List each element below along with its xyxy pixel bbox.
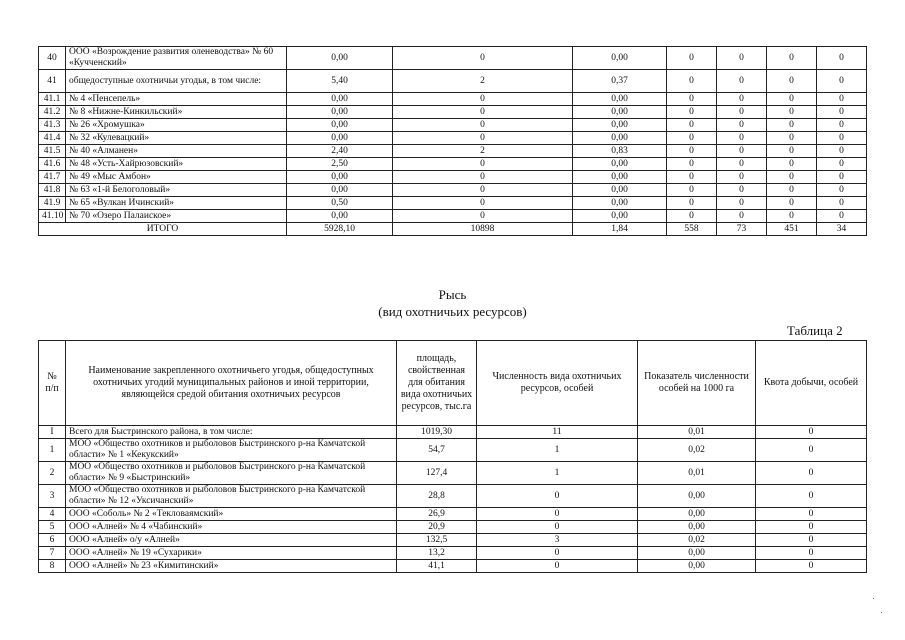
row-col5: 0 bbox=[667, 145, 717, 158]
row-name: ООО «Алней» № 4 «Чабинский» bbox=[66, 521, 397, 534]
row-quota: 0 bbox=[756, 560, 867, 573]
table-row bbox=[39, 560, 867, 573]
table-row bbox=[39, 547, 867, 560]
table-row bbox=[39, 171, 867, 184]
row-area: 54,7 bbox=[397, 439, 477, 462]
row-name: № 70 «Озеро Палаиское» bbox=[66, 210, 287, 223]
row-index: 0,00 bbox=[573, 171, 667, 184]
row-count: 11 bbox=[477, 426, 638, 439]
row-quota: 0 bbox=[756, 439, 867, 462]
row-area: 0,00 bbox=[287, 106, 393, 119]
row-count: 0 bbox=[393, 158, 573, 171]
row-index: 0,02 bbox=[638, 439, 756, 462]
table-row bbox=[39, 47, 867, 70]
row-index: 0,00 bbox=[638, 485, 756, 508]
row-number: 41.8 bbox=[39, 184, 66, 197]
row-col5: 0 bbox=[667, 171, 717, 184]
row-col7: 0 bbox=[767, 119, 817, 132]
row-col7: 0 bbox=[767, 132, 817, 145]
table-row bbox=[39, 158, 867, 171]
row-count: 0 bbox=[477, 560, 638, 573]
row-number: 8 bbox=[39, 560, 66, 573]
row-name: № 26 «Хромушка» bbox=[66, 119, 287, 132]
total-col8: 34 bbox=[817, 223, 867, 236]
row-col7: 0 bbox=[767, 70, 817, 93]
row-index: 0,00 bbox=[573, 184, 667, 197]
row-col8: 0 bbox=[817, 47, 867, 70]
section-subtitle: (вид охотничьих ресурсов) bbox=[378, 304, 527, 319]
row-number: 41.5 bbox=[39, 145, 66, 158]
row-name: № 4 «Пенсепель» bbox=[66, 93, 287, 106]
scan-speck bbox=[881, 612, 882, 613]
table-row bbox=[39, 93, 867, 106]
row-col8: 0 bbox=[817, 119, 867, 132]
row-index: 0,00 bbox=[638, 547, 756, 560]
row-col7: 0 bbox=[767, 93, 817, 106]
row-col6: 0 bbox=[717, 106, 767, 119]
row-col5: 0 bbox=[667, 184, 717, 197]
row-col5: 0 bbox=[667, 47, 717, 70]
row-area: 41,1 bbox=[397, 560, 477, 573]
row-area: 0,00 bbox=[287, 210, 393, 223]
row-index: 0,00 bbox=[573, 210, 667, 223]
row-col6: 0 bbox=[717, 132, 767, 145]
row-number: 3 bbox=[39, 485, 66, 508]
section-title: Рысь bbox=[438, 287, 467, 302]
row-count: 2 bbox=[393, 145, 573, 158]
row-number: 41.1 bbox=[39, 93, 66, 106]
row-quota: 0 bbox=[756, 534, 867, 547]
row-count: 0 bbox=[393, 197, 573, 210]
row-col7: 0 bbox=[767, 145, 817, 158]
row-name: № 65 «Вулкан Ичинский» bbox=[66, 197, 287, 210]
row-count: 0 bbox=[393, 132, 573, 145]
row-col6: 0 bbox=[717, 93, 767, 106]
row-col6: 0 bbox=[717, 145, 767, 158]
row-index: 0,00 bbox=[573, 47, 667, 70]
row-col8: 0 bbox=[817, 210, 867, 223]
row-col8: 0 bbox=[817, 70, 867, 93]
row-name: ООО «Алней» о/у «Алней» bbox=[66, 534, 397, 547]
scan-speck bbox=[873, 598, 874, 599]
row-area: 5,40 bbox=[287, 70, 393, 93]
row-number: 4 bbox=[39, 508, 66, 521]
row-number: 41.7 bbox=[39, 171, 66, 184]
row-count: 0 bbox=[393, 184, 573, 197]
row-count: 0 bbox=[393, 93, 573, 106]
table-row bbox=[39, 145, 867, 158]
row-count: 1 bbox=[477, 462, 638, 485]
row-number: 41.6 bbox=[39, 158, 66, 171]
total-label: ИТОГО bbox=[39, 223, 287, 236]
row-count: 0 bbox=[393, 106, 573, 119]
table-row bbox=[39, 534, 867, 547]
row-number: 41.3 bbox=[39, 119, 66, 132]
row-number: 2 bbox=[39, 462, 66, 485]
row-col6: 0 bbox=[717, 70, 767, 93]
row-name: ООО «Алней» № 19 «Сухарики» bbox=[66, 547, 397, 560]
row-area: 132,5 bbox=[397, 534, 477, 547]
row-col8: 0 bbox=[817, 184, 867, 197]
header-no: № п/п bbox=[39, 341, 66, 426]
header-count: Численность вида охотничьих ресурсов, особей bbox=[477, 341, 638, 426]
header-area: площадь, свойственная для обитания вида охотничьих ресурсов, тыс.га bbox=[397, 341, 477, 426]
row-col5: 0 bbox=[667, 132, 717, 145]
table-row bbox=[39, 485, 867, 508]
row-number: 41.9 bbox=[39, 197, 66, 210]
row-area: 0,00 bbox=[287, 171, 393, 184]
row-col8: 0 bbox=[817, 158, 867, 171]
row-name: № 32 «Кулевацкий» bbox=[66, 132, 287, 145]
row-name: ООО «Возрождение развития оленеводства» № 60 «Кучченский» bbox=[66, 47, 287, 70]
row-index: 0,37 bbox=[573, 70, 667, 93]
row-col5: 0 bbox=[667, 158, 717, 171]
row-index: 0,00 bbox=[573, 106, 667, 119]
row-index: 0,01 bbox=[638, 426, 756, 439]
row-name: МОО «Общество охотников и рыболовов Быстринского р-на Камчатской области» № 9 «Быстринский» bbox=[66, 462, 397, 485]
row-col7: 0 bbox=[767, 106, 817, 119]
row-count: 0 bbox=[477, 485, 638, 508]
row-quota: 0 bbox=[756, 508, 867, 521]
row-number: 7 bbox=[39, 547, 66, 560]
total-count: 10898 bbox=[393, 223, 573, 236]
row-col5: 0 bbox=[667, 70, 717, 93]
row-index: 0,00 bbox=[638, 508, 756, 521]
row-number: 6 bbox=[39, 534, 66, 547]
row-col8: 0 bbox=[817, 171, 867, 184]
row-col7: 0 bbox=[767, 158, 817, 171]
row-area: 26,9 bbox=[397, 508, 477, 521]
row-name: Всего для Быстринского района, в том числе: bbox=[66, 426, 397, 439]
row-count: 0 bbox=[393, 47, 573, 70]
row-col6: 0 bbox=[717, 158, 767, 171]
row-number: 41.2 bbox=[39, 106, 66, 119]
row-area: 2,40 bbox=[287, 145, 393, 158]
row-quota: 0 bbox=[756, 426, 867, 439]
row-area: 0,00 bbox=[287, 119, 393, 132]
row-col6: 0 bbox=[717, 119, 767, 132]
row-name: № 8 «Нижне-Кинкильский» bbox=[66, 106, 287, 119]
row-name: общедоступные охотничьи угодья, в том числе: bbox=[66, 70, 287, 93]
row-col7: 0 bbox=[767, 184, 817, 197]
row-index: 0,00 bbox=[638, 560, 756, 573]
row-index: 0,00 bbox=[573, 197, 667, 210]
row-count: 0 bbox=[393, 171, 573, 184]
row-col6: 0 bbox=[717, 197, 767, 210]
table-row bbox=[39, 197, 867, 210]
header-quota: Квота добычи, особей bbox=[756, 341, 867, 426]
row-name: № 49 «Мыс Амбон» bbox=[66, 171, 287, 184]
row-number: 41.4 bbox=[39, 132, 66, 145]
header-name: Наименование закрепленного охотничьего угодья, общедоступных охотничьих угодий муниципальных районов и иной территории, являющейся средой обитания охотничьих ресурсов bbox=[66, 341, 397, 426]
row-area: 0,00 bbox=[287, 184, 393, 197]
row-col6: 0 bbox=[717, 171, 767, 184]
table-row bbox=[39, 462, 867, 485]
total-col5: 558 bbox=[667, 223, 717, 236]
row-count: 0 bbox=[393, 210, 573, 223]
row-index: 0,83 bbox=[573, 145, 667, 158]
row-quota: 0 bbox=[756, 521, 867, 534]
row-name: МОО «Общество охотников и рыболовов Быстринского р-на Камчатской области» № 12 «Уксичанский» bbox=[66, 485, 397, 508]
row-col8: 0 bbox=[817, 145, 867, 158]
row-index: 0,00 bbox=[573, 132, 667, 145]
row-index: 0,01 bbox=[638, 462, 756, 485]
row-index: 0,00 bbox=[638, 521, 756, 534]
row-col5: 0 bbox=[667, 119, 717, 132]
row-name: ООО «Соболь» № 2 «Текловаямский» bbox=[66, 508, 397, 521]
table-row bbox=[39, 119, 867, 132]
row-count: 0 bbox=[393, 119, 573, 132]
row-number: 5 bbox=[39, 521, 66, 534]
total-col6: 73 bbox=[717, 223, 767, 236]
row-col8: 0 bbox=[817, 132, 867, 145]
row-area: 13,2 bbox=[397, 547, 477, 560]
row-col5: 0 bbox=[667, 106, 717, 119]
row-name: № 63 «1-й Белоголовый» bbox=[66, 184, 287, 197]
table-row bbox=[39, 132, 867, 145]
row-area: 0,00 bbox=[287, 93, 393, 106]
table-number: Таблица 2 bbox=[787, 323, 843, 338]
row-area: 20,9 bbox=[397, 521, 477, 534]
row-col6: 0 bbox=[717, 184, 767, 197]
row-name: ООО «Алней» № 23 «Кимитинский» bbox=[66, 560, 397, 573]
row-quota: 0 bbox=[756, 462, 867, 485]
table-row bbox=[39, 521, 867, 534]
row-col7: 0 bbox=[767, 171, 817, 184]
row-col8: 0 bbox=[817, 106, 867, 119]
row-area: 1019,30 bbox=[397, 426, 477, 439]
row-index: 0,00 bbox=[573, 93, 667, 106]
total-index: 1,84 bbox=[573, 223, 667, 236]
table-row bbox=[39, 70, 867, 93]
row-quota: 0 bbox=[756, 547, 867, 560]
row-count: 1 bbox=[477, 439, 638, 462]
header-index: Показатель численности особей на 1000 га bbox=[638, 341, 756, 426]
row-area: 127,4 bbox=[397, 462, 477, 485]
row-col7: 0 bbox=[767, 210, 817, 223]
row-count: 3 bbox=[477, 534, 638, 547]
row-col5: 0 bbox=[667, 93, 717, 106]
row-name: № 48 «Усть-Хайрюзовский» bbox=[66, 158, 287, 171]
row-col8: 0 bbox=[817, 197, 867, 210]
table-row bbox=[39, 184, 867, 197]
row-name: МОО «Общество охотников и рыболовов Быстринского р-на Камчатской области» № 1 «Кекукский» bbox=[66, 439, 397, 462]
row-count: 2 bbox=[393, 70, 573, 93]
row-quota: 0 bbox=[756, 485, 867, 508]
row-area: 2,50 bbox=[287, 158, 393, 171]
table-row bbox=[39, 439, 867, 462]
row-area: 28,8 bbox=[397, 485, 477, 508]
row-name: № 40 «Алманен» bbox=[66, 145, 287, 158]
row-number: 1 bbox=[39, 439, 66, 462]
table-row bbox=[39, 426, 867, 439]
row-area: 0,00 bbox=[287, 47, 393, 70]
total-area: 5928,10 bbox=[287, 223, 393, 236]
row-index: 0,02 bbox=[638, 534, 756, 547]
row-col6: 0 bbox=[717, 210, 767, 223]
total-row bbox=[39, 223, 867, 236]
row-number: I bbox=[39, 426, 66, 439]
row-col5: 0 bbox=[667, 197, 717, 210]
row-col7: 0 bbox=[767, 47, 817, 70]
row-count: 0 bbox=[477, 521, 638, 534]
row-number: 41.10 bbox=[39, 210, 66, 223]
row-area: 0,50 bbox=[287, 197, 393, 210]
table-1 bbox=[38, 46, 867, 236]
row-count: 0 bbox=[477, 508, 638, 521]
row-index: 0,00 bbox=[573, 119, 667, 132]
row-col7: 0 bbox=[767, 197, 817, 210]
row-col5: 0 bbox=[667, 210, 717, 223]
row-area: 0,00 bbox=[287, 132, 393, 145]
table-row bbox=[39, 508, 867, 521]
row-number: 41 bbox=[39, 70, 66, 93]
row-index: 0,00 bbox=[573, 158, 667, 171]
table-row bbox=[39, 106, 867, 119]
row-col6: 0 bbox=[717, 47, 767, 70]
table-2 bbox=[38, 340, 867, 573]
row-number: 40 bbox=[39, 47, 66, 70]
total-col7: 451 bbox=[767, 223, 817, 236]
row-col8: 0 bbox=[817, 93, 867, 106]
table-row bbox=[39, 210, 867, 223]
row-count: 0 bbox=[477, 547, 638, 560]
